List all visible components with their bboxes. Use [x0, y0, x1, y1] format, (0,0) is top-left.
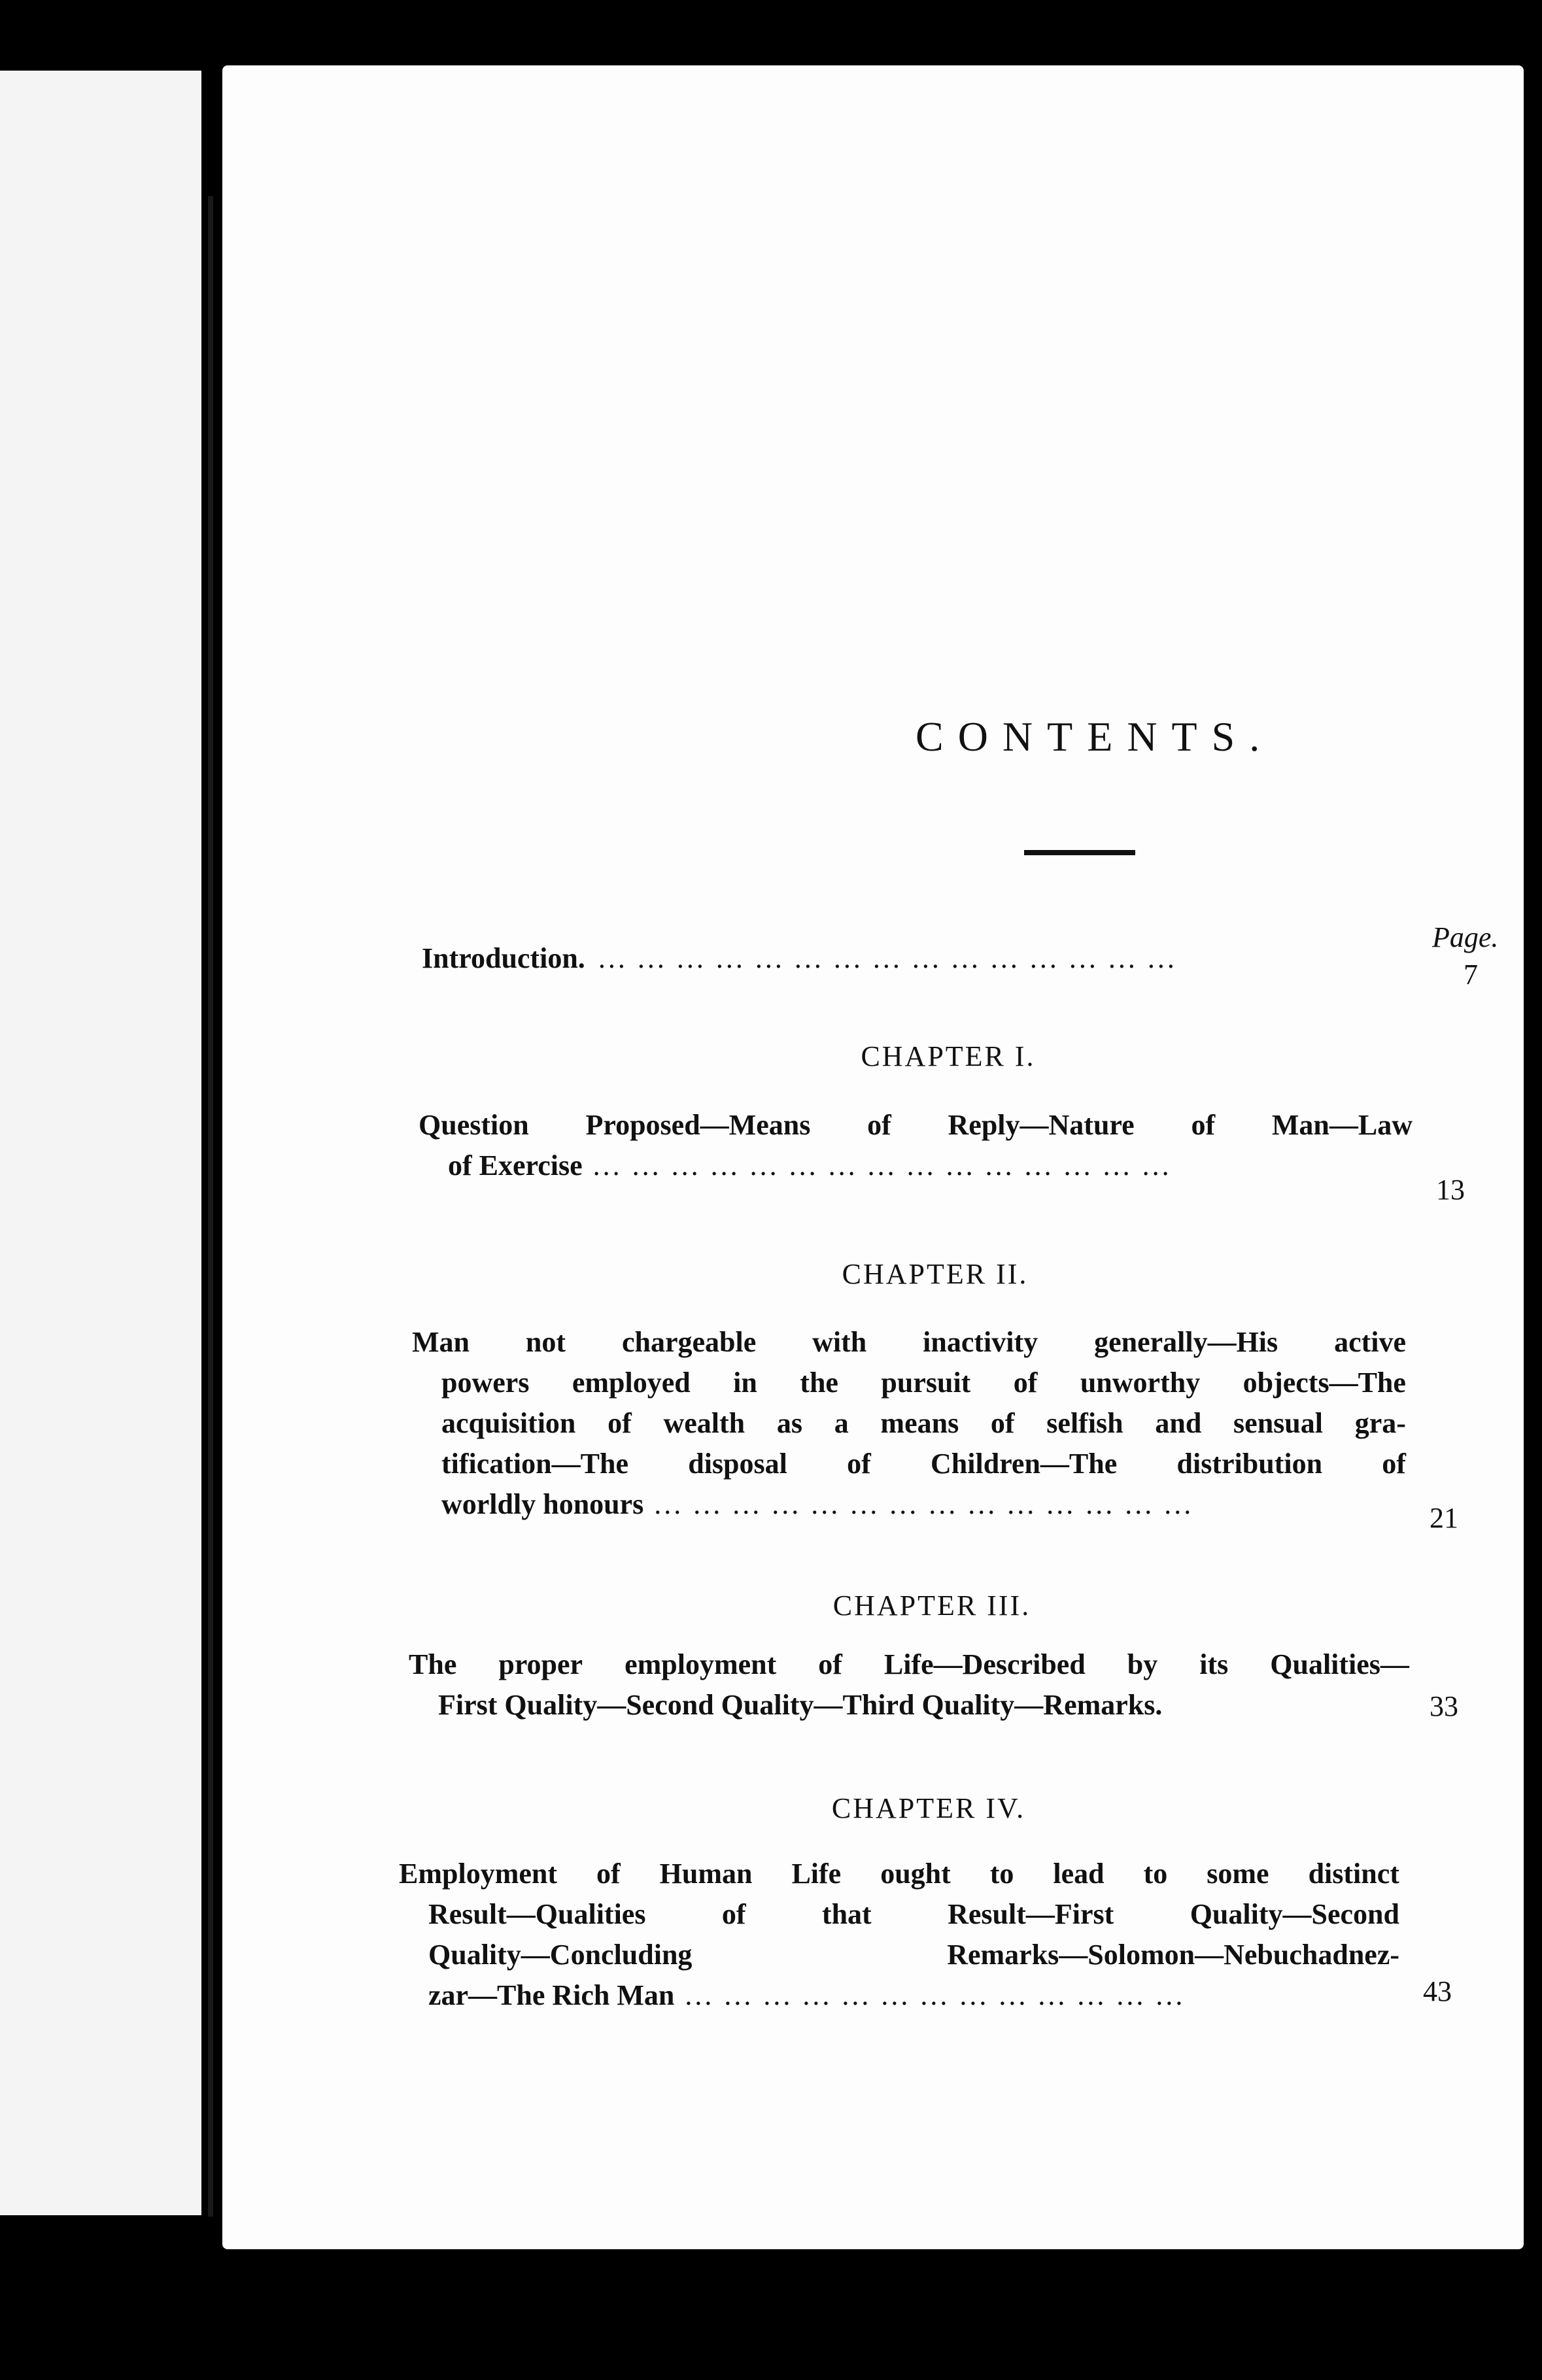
word: of — [1013, 1367, 1038, 1399]
word: Life—Described — [883, 1648, 1086, 1680]
page-fold-shadow — [208, 196, 213, 2217]
entry-last-line — [412, 1484, 1406, 1525]
word: Remarks—Solomon—Nebuchadnez- — [947, 1939, 1399, 1971]
toc-entry-introduction — [422, 938, 1455, 979]
dot-leader: ... ... ... ... ... ... ... ... ... ... ... ... ... ... ... — [592, 1149, 1172, 1182]
entry-line — [399, 1935, 1399, 1975]
chapter-entry — [409, 1644, 1409, 1726]
word: of — [721, 1898, 746, 1930]
left-facing-page — [0, 71, 201, 2215]
word: Quality—Concluding — [428, 1939, 693, 1971]
word: Life — [791, 1858, 842, 1890]
entry-text: zar—The Rich Man — [428, 1979, 675, 2011]
word: by — [1127, 1648, 1158, 1680]
page-number: 21 — [1430, 1502, 1458, 1534]
word: of — [596, 1858, 621, 1890]
entry-line — [412, 1444, 1406, 1484]
dot-leader: ... ... ... ... ... ... ... ... ... ... ... ... ... — [685, 1979, 1186, 2011]
chapter-heading: CHAPTER IV. — [831, 1792, 1026, 1824]
contents-page — [222, 65, 1524, 2249]
word: selfish — [1046, 1407, 1123, 1439]
word: means — [880, 1407, 959, 1439]
word: as — [776, 1407, 802, 1439]
word: proper — [498, 1648, 583, 1680]
word: chargeable — [621, 1326, 757, 1358]
entry-line — [412, 1363, 1406, 1403]
word: of — [1382, 1448, 1406, 1480]
word: Quality—Second — [1190, 1898, 1399, 1930]
word: employed — [572, 1367, 691, 1399]
entry-line — [409, 1644, 1409, 1685]
word: inactivity — [923, 1326, 1038, 1358]
word: a — [834, 1407, 849, 1439]
page-number: 33 — [1430, 1690, 1458, 1722]
word: the — [800, 1367, 838, 1399]
word: The — [409, 1648, 457, 1680]
word: active — [1334, 1326, 1406, 1358]
word: of — [847, 1448, 871, 1480]
word: in — [733, 1367, 757, 1399]
chapter-heading: CHAPTER III. — [832, 1590, 1031, 1622]
dot-leader: ... ... ... ... ... ... ... ... ... ... ... ... ... ... ... — [598, 942, 1177, 974]
word: distinct — [1308, 1858, 1399, 1890]
word: gra- — [1354, 1407, 1406, 1439]
chapter-entry — [399, 1854, 1399, 2016]
entry-line — [419, 1105, 1413, 1146]
page-number: 13 — [1436, 1174, 1465, 1206]
word: Proposed—Means — [585, 1109, 811, 1141]
word: employment — [625, 1648, 777, 1680]
word: with — [812, 1326, 867, 1358]
word: to — [989, 1858, 1014, 1890]
word: distribution — [1176, 1448, 1323, 1480]
entry-last-line — [399, 1975, 1399, 2016]
entry-line — [399, 1894, 1399, 1935]
page-title: CONTENTS. — [916, 713, 1275, 760]
word: tification—The — [441, 1448, 628, 1480]
word: of — [990, 1407, 1015, 1439]
word: lead — [1053, 1858, 1105, 1890]
chapter-entry — [419, 1105, 1413, 1186]
entry-line — [412, 1403, 1406, 1444]
entry-line — [399, 1854, 1399, 1894]
word: pursuit — [881, 1367, 971, 1399]
word: Result—Qualities — [428, 1898, 646, 1930]
word: Qualities— — [1270, 1648, 1409, 1680]
word: Children—The — [931, 1448, 1118, 1480]
entry-text: First Quality—Second Quality—Third Quality—Remarks. — [438, 1689, 1163, 1721]
entry-text: worldly honours — [441, 1488, 644, 1520]
word: that — [821, 1898, 872, 1930]
title-rule — [1024, 850, 1135, 855]
word: sensual — [1233, 1407, 1323, 1439]
chapter-heading: CHAPTER I. — [861, 1040, 1036, 1072]
word: not — [525, 1326, 566, 1358]
page-column-label: Page. — [1432, 921, 1499, 953]
word: of — [1191, 1109, 1216, 1141]
word: disposal — [688, 1448, 787, 1480]
word: Reply—Nature — [948, 1109, 1135, 1141]
word: ought — [880, 1858, 951, 1890]
word: some — [1207, 1858, 1269, 1890]
chapter-heading: CHAPTER II. — [842, 1258, 1029, 1290]
page-number: 43 — [1423, 1975, 1452, 2007]
word: Result—First — [948, 1898, 1114, 1930]
word: generally—His — [1094, 1326, 1278, 1358]
chapter-entry — [412, 1322, 1406, 1525]
entry-last-line — [419, 1146, 1413, 1186]
word: its — [1199, 1648, 1229, 1680]
dot-leader: ... ... ... ... ... ... ... ... ... ... ... ... ... ... — [654, 1488, 1194, 1520]
word: powers — [441, 1367, 530, 1399]
word: objects—The — [1242, 1367, 1406, 1399]
word: of — [818, 1648, 842, 1680]
word: Question — [419, 1109, 529, 1141]
word: Human — [659, 1858, 753, 1890]
word: Man — [412, 1326, 470, 1358]
word: Employment — [399, 1858, 557, 1890]
word: acquisition — [441, 1407, 576, 1439]
word: unworthy — [1080, 1367, 1201, 1399]
word: of — [867, 1109, 891, 1141]
entry-last-line — [409, 1685, 1409, 1726]
word: wealth — [663, 1407, 745, 1439]
word: to — [1143, 1858, 1168, 1890]
word: and — [1155, 1407, 1202, 1439]
entry-line — [412, 1322, 1406, 1363]
page-number: 7 — [1464, 959, 1478, 991]
word: Man—Law — [1271, 1109, 1413, 1141]
entry-title: Introduction. — [422, 942, 585, 974]
word: of — [608, 1407, 632, 1439]
entry-text: of Exercise — [448, 1149, 583, 1182]
